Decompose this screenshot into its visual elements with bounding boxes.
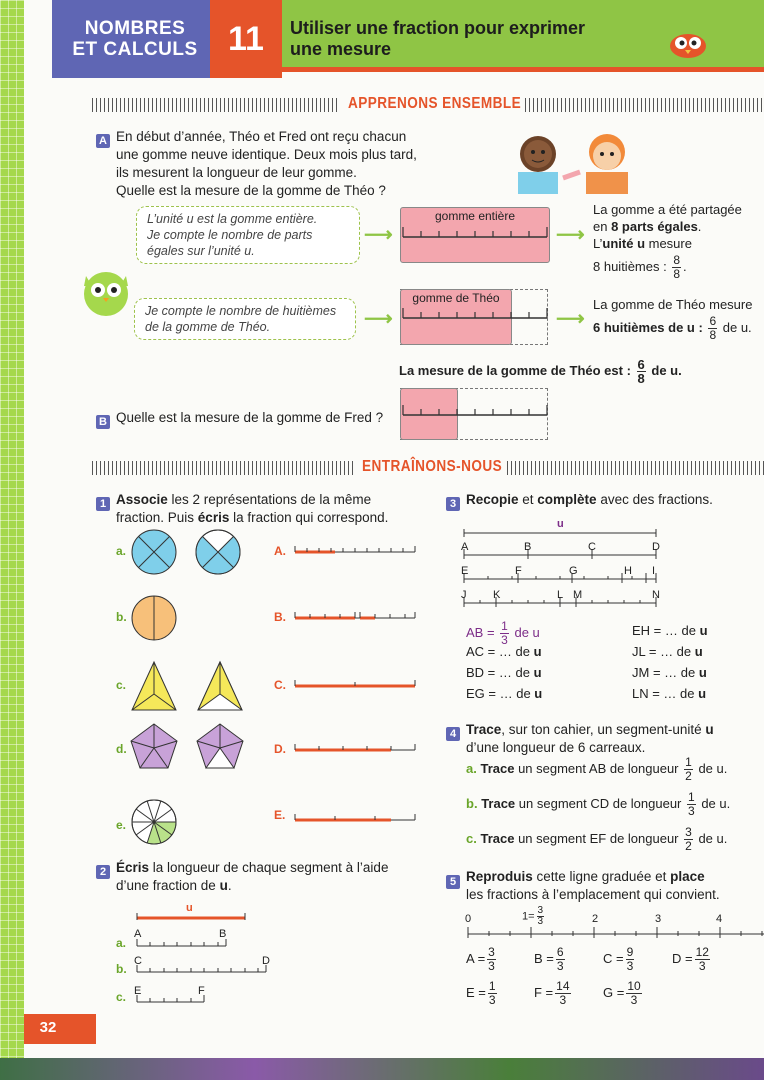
ex2-segment-ef (136, 994, 208, 1004)
text: . (227, 878, 232, 893)
page-bottom-edge (0, 1058, 764, 1080)
circle-quarters-partial (196, 530, 240, 574)
numerator: 12 (695, 945, 709, 959)
children-illustration (508, 128, 638, 194)
page-margin-grid (0, 0, 24, 1058)
ex4-item-b (466, 791, 730, 818)
text-bold: u (698, 665, 707, 680)
instruction-line (466, 721, 764, 739)
item-label: a. (466, 760, 477, 776)
denominator: 2 (685, 839, 692, 853)
owl-mascot-icon (76, 262, 136, 318)
ex1-label-a: a. (116, 544, 127, 558)
text-bold: u (705, 722, 714, 737)
eraser-theo-label: gomme de Théo (412, 291, 500, 305)
text: La mesure de la gomme de Théo est : (399, 362, 631, 378)
text-bold: u (699, 623, 708, 638)
denominator: 2 (685, 769, 692, 783)
text: de u. (698, 760, 728, 776)
pentagon-fifths-partial (197, 724, 243, 768)
text: la longueur de chaque segment à l’aide (149, 860, 389, 875)
section-title-train: ENTRAÎNONS-NOUS (362, 458, 503, 475)
ex1-label-e: e. (116, 818, 127, 832)
ex5-number-line (464, 924, 764, 940)
ex3-marker (446, 494, 460, 512)
topic-label (60, 18, 210, 60)
ex5-fraction-B (534, 946, 567, 973)
text-bold: Trace (480, 830, 515, 846)
instruction-line (116, 877, 416, 895)
explain-line: La gomme a été partagée (593, 202, 742, 217)
denominator: 3 (559, 993, 567, 1007)
explanation-theo (593, 296, 764, 342)
numerator: 1 (488, 979, 496, 993)
denominator: 3 (501, 633, 508, 647)
point-label: E (461, 565, 469, 577)
part-b-marker (96, 412, 110, 430)
explain-line: La gomme de Théo mesure (593, 297, 753, 312)
ex3-item (632, 620, 708, 641)
fraction (708, 315, 717, 342)
text-bold: Écris (116, 860, 150, 875)
eraser-fred-ruler (402, 400, 548, 420)
instruction-line (466, 868, 764, 886)
ex4-item-c (466, 826, 727, 853)
speech-bubble-unit (136, 206, 360, 264)
triangle-thirds-partial (198, 662, 242, 710)
axis-label: 0 (465, 913, 472, 925)
text: G = (603, 984, 625, 1000)
text-bold: u (533, 644, 542, 659)
point-label: H (624, 565, 632, 577)
text-bold: place (670, 869, 705, 884)
ex3-unit-label: u (557, 518, 564, 530)
point-label: A (134, 928, 142, 940)
ex1-label-C: C. (274, 678, 286, 692)
circle-halves (132, 596, 176, 640)
instruction-line: d’une longueur de 6 carreaux. (466, 740, 646, 755)
triangle-thirds-full (132, 662, 176, 710)
explain-line (593, 218, 764, 235)
text: C = (603, 950, 624, 966)
text: cette ligne graduée et (532, 869, 671, 884)
numerator: 3 (685, 825, 692, 839)
numerator: 3 (488, 945, 495, 959)
fraction (487, 946, 496, 973)
part-a-letter: A (96, 134, 110, 148)
point-label: G (569, 565, 578, 577)
numerator: 9 (626, 945, 634, 959)
ex1-label-A: A. (274, 544, 286, 558)
ex2-instructions (116, 859, 416, 895)
eraser-whole-ruler (402, 222, 548, 242)
speech-bubble-count (134, 298, 356, 340)
fraction (637, 358, 646, 385)
text: EH = … de (632, 623, 696, 638)
ex1-label-d: d. (116, 742, 127, 756)
text: AC = … de (466, 644, 530, 659)
point-label: F (198, 985, 205, 997)
denominator: 3 (488, 993, 496, 1007)
fraction (684, 756, 693, 783)
numerator: 3 (537, 905, 544, 916)
fraction (555, 980, 570, 1007)
ex1-number: 1 (96, 497, 110, 511)
ex1-label-E: E. (274, 808, 286, 822)
point-label: L (557, 589, 564, 601)
circle-tenths (132, 800, 176, 844)
page-title (290, 18, 690, 60)
text: 8 huitièmes : (593, 258, 667, 274)
text-bold: Trace (481, 795, 516, 811)
topic-line-1: NOMBRES (84, 18, 186, 39)
ex1-label-D: D. (274, 742, 286, 756)
ex3-right-items (632, 620, 708, 704)
ex2-segment-ab (136, 938, 230, 948)
denominator: 8 (709, 328, 717, 342)
explanation-unit (593, 201, 764, 281)
ex1-label-B: B. (274, 610, 286, 624)
text: et (518, 492, 538, 507)
text-bold: u (694, 644, 703, 659)
ex4-marker (446, 724, 460, 742)
title-line-1: Utiliser une fraction pour exprimer (290, 18, 586, 38)
denominator: 3 (626, 959, 634, 973)
point-label: N (652, 589, 660, 601)
axis-label: 4 (716, 913, 723, 925)
ex2-unit-segment (136, 912, 248, 922)
denominator: 8 (637, 371, 645, 386)
text: L’ (593, 236, 603, 251)
ex2-row-label: a. (116, 936, 127, 950)
text-bold: unité u (602, 236, 646, 251)
text: de u. (651, 362, 682, 378)
ex1-label-c: c. (116, 678, 127, 692)
ex5-fraction-G (603, 980, 644, 1007)
text-bold: Recopie (466, 492, 519, 507)
ex5-fraction-F (534, 980, 573, 1007)
part-b-question: Quelle est la mesure de la gomme de Fred ? (116, 410, 384, 425)
point-label: D (652, 541, 660, 553)
ex5-instructions (466, 868, 764, 904)
item-label: b. (466, 795, 478, 811)
text-bold: Trace (480, 760, 515, 776)
point-label: B (219, 928, 227, 940)
axis-label: 3 (655, 913, 662, 925)
text: E = (466, 984, 486, 1000)
ex1-shapes (130, 528, 270, 848)
text: JL = … de (632, 644, 692, 659)
point-label: M (573, 589, 583, 601)
numerator: 14 (556, 979, 570, 993)
text: les 2 représentations de la même (167, 492, 372, 507)
numerator: 8 (673, 253, 681, 267)
text: un segment AB de longueur (514, 760, 679, 776)
mascot-bird-icon (668, 30, 708, 60)
arrow-right-icon: ⟶ (364, 224, 393, 246)
text-bold: écris (197, 510, 230, 525)
text: 1= (522, 910, 535, 923)
instruction-line (116, 491, 426, 509)
denominator: 3 (688, 804, 695, 818)
text: D = (672, 950, 693, 966)
instruction-line (116, 859, 416, 877)
point-label: D (262, 955, 270, 967)
ex5-fraction-D (672, 946, 712, 973)
bubble-line: égales sur l’unité u. (147, 244, 255, 258)
axis-label: 2 (592, 913, 599, 925)
fraction (672, 254, 681, 281)
arrow-right-icon: ⟶ (556, 224, 585, 246)
text: F = (534, 984, 554, 1000)
point-label: J (461, 589, 467, 601)
fraction (626, 946, 635, 973)
text: un segment EF de longueur (514, 830, 679, 846)
bubble-line: L’unité u est la gomme entière. (147, 212, 318, 226)
ex5-fraction-C (603, 946, 636, 973)
text: B = (534, 950, 554, 966)
ex4-item-a (466, 756, 727, 783)
text: de u (514, 624, 540, 640)
text-bold: u (533, 665, 542, 680)
ex3-item (632, 641, 708, 662)
point-label: A (461, 541, 469, 553)
ex1-marker (96, 494, 110, 512)
text-bold: u (219, 878, 228, 893)
text-bold: 6 huitièmes de u : (593, 319, 703, 335)
ex5-fraction-E (466, 980, 499, 1007)
text-bold: u (534, 686, 543, 701)
item-label: c. (466, 830, 477, 846)
topic-line-2: ET CALCULS (72, 39, 198, 60)
instruction-line (116, 509, 426, 527)
explain-line: 8 huitièmes : $\frac{8}{8}$ . (593, 253, 687, 281)
numerator: 6 (709, 314, 717, 328)
ex2-marker (96, 862, 110, 880)
ex3-item (466, 641, 542, 662)
text: avec des fractions. (596, 492, 713, 507)
question-line: Quelle est la mesure de la gomme de Théo ? (116, 183, 386, 198)
question-line: ils mesurent la longueur de leur gomme. (116, 165, 357, 180)
denominator: 3 (488, 959, 495, 973)
text-bold: u (698, 686, 707, 701)
text: de u. (701, 795, 731, 811)
text: de u. (698, 830, 728, 846)
fraction (684, 826, 693, 853)
section-divider-left (92, 98, 340, 112)
ex3-item (466, 683, 542, 704)
text: JM = … de (632, 665, 696, 680)
numerator: 10 (627, 979, 641, 993)
denominator: 3 (698, 959, 706, 973)
eraser-theo-ruler (402, 303, 548, 323)
section-divider-left (92, 461, 354, 475)
denominator: 3 (630, 993, 638, 1007)
explain-line (593, 235, 764, 252)
conclusion (399, 358, 682, 385)
ex2-row-label: c. (116, 990, 127, 1004)
ex1-instructions (116, 491, 426, 527)
numerator: 6 (637, 357, 645, 372)
numerator: 1 (685, 755, 692, 769)
text: LN = … de (632, 686, 695, 701)
instruction-line: les fractions à l’emplacement qui convient. (466, 887, 720, 902)
explain-line (593, 315, 764, 342)
point-label: C (588, 541, 596, 553)
text: , sur ton cahier, un segment-unité (501, 722, 706, 737)
ex4-instructions (466, 721, 764, 757)
ex2-row-label: b. (116, 962, 127, 976)
part-a-marker (96, 131, 110, 149)
ex5-number: 5 (446, 875, 460, 889)
denominator: 8 (673, 267, 681, 281)
text: de u. (722, 319, 752, 335)
text: un segment CD de longueur (515, 795, 682, 811)
ex3-item (466, 662, 542, 683)
text-bold: 8 parts égales (611, 219, 698, 234)
point-label: I (652, 565, 656, 577)
text-bold: complète (537, 492, 597, 507)
section-divider-right (507, 461, 764, 475)
bubble-line: Je compte le nombre de huitièmes (145, 304, 337, 318)
denominator: 3 (537, 916, 544, 927)
lesson-number: 11 (210, 0, 282, 78)
ex5-fraction-A (466, 946, 498, 973)
title-line-2: une mesure (290, 39, 392, 59)
numerator: 6 (556, 945, 564, 959)
ex2-unit-label: u (186, 902, 193, 914)
ex5-marker (446, 872, 460, 890)
fraction (626, 980, 641, 1007)
point-label: B (524, 541, 532, 553)
point-label: F (515, 565, 522, 577)
text: BD = … de (466, 665, 530, 680)
question-line: En début d’année, Théo et Fred ont reçu chacun (116, 129, 407, 144)
text-bold: Trace (466, 722, 502, 737)
point-label: K (493, 589, 501, 601)
fraction (488, 980, 497, 1007)
section-title-learn: APPRENONS ENSEMBLE (348, 95, 522, 112)
arrow-right-icon: ⟶ (364, 308, 393, 330)
ex1-segments (294, 540, 420, 830)
bubble-line: Je compte le nombre de parts (147, 228, 313, 242)
ex2-segment-cd (136, 964, 270, 974)
eraser-whole-label: gomme entière (434, 209, 516, 223)
numerator: 1 (688, 790, 695, 804)
text: A = (466, 950, 486, 966)
text: EG = … de (466, 686, 531, 701)
ex3-item (632, 683, 708, 704)
point-label: C (134, 955, 142, 967)
page-number: 32 (39, 1019, 57, 1036)
fraction (556, 946, 565, 973)
text-bold: Reproduis (466, 869, 533, 884)
ex1-label-b: b. (116, 610, 127, 624)
part-a-question (116, 128, 446, 200)
question-line: une gomme neuve identique. Deux mois plus tard, (116, 147, 417, 162)
text: fraction. Puis (116, 510, 198, 525)
ex3-instructions (466, 491, 713, 509)
text: . (697, 219, 702, 234)
ex3-number: 3 (446, 497, 460, 511)
ex3-item (632, 662, 708, 683)
denominator: 3 (556, 959, 564, 973)
text: d’une fraction de (116, 878, 220, 893)
text: AB = (466, 624, 495, 640)
pentagon-fifths-full (131, 724, 177, 768)
numerator: 1 (501, 619, 508, 633)
section-divider-right (525, 98, 764, 112)
text: la fraction qui correspond. (229, 510, 389, 525)
point-label: E (134, 985, 142, 997)
text: en (593, 219, 612, 234)
circle-quarters-full (132, 530, 176, 574)
fraction (687, 791, 696, 818)
ex2-number: 2 (96, 865, 110, 879)
fraction (695, 946, 710, 973)
text-bold: Associe (116, 492, 168, 507)
text: mesure (645, 236, 692, 251)
ex3-left-items (466, 641, 542, 704)
bubble-line: de la gomme de Théo. (145, 320, 271, 334)
ex4-number: 4 (446, 727, 460, 741)
part-b-letter: B (96, 415, 110, 429)
arrow-right-icon: ⟶ (556, 308, 585, 330)
